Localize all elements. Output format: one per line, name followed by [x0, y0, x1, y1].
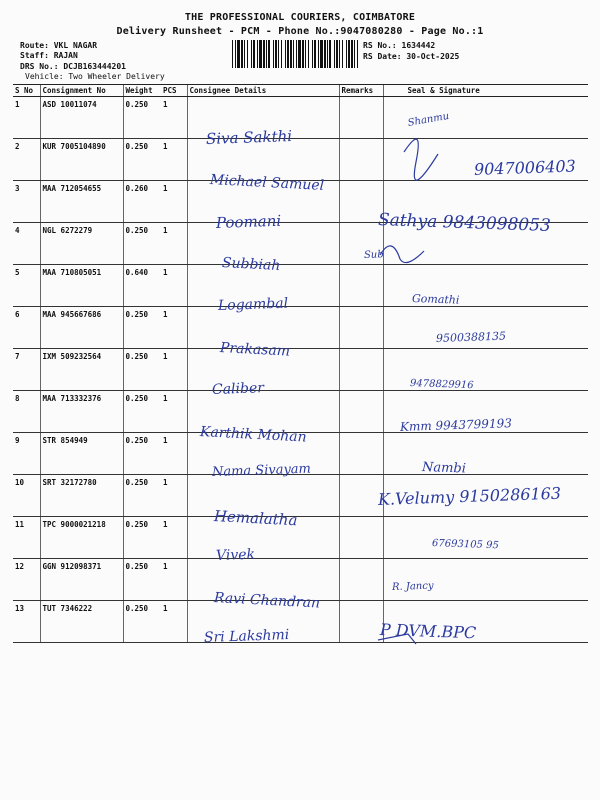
col-sno: S No	[13, 85, 40, 97]
consignment-number: TPC 9000021218	[40, 517, 123, 559]
pcs-value: 1	[161, 475, 187, 517]
signature-stroke	[380, 246, 424, 263]
pcs-value: 1	[161, 433, 187, 475]
consignment-number: KUR 7005104890	[40, 139, 123, 181]
weight-value: 0.250	[123, 601, 161, 643]
pcs-value: 1	[161, 349, 187, 391]
row-sno: 3	[13, 181, 40, 223]
col-pcs: PCS	[161, 85, 187, 97]
row-sno: 7	[13, 349, 40, 391]
weight-value: 0.640	[123, 265, 161, 307]
consignee-handwriting: Sri Lakshmi	[203, 627, 290, 646]
pcs-value: 1	[161, 265, 187, 307]
consignment-number: MAA 713332376	[40, 391, 123, 433]
consignment-number: SRT 32172780	[40, 475, 123, 517]
runsheet-subtitle: Delivery Runsheet - PCM - Phone No.:9047080280 - Page No.:1	[116, 26, 484, 37]
seal-signature-handwriting: Kmm 9943799193	[399, 416, 513, 434]
row-sno: 8	[13, 391, 40, 433]
drs-number: DRS No.: DCJB163444201	[20, 62, 126, 71]
pcs-value: 1	[161, 181, 187, 223]
row-sno: 4	[13, 223, 40, 265]
signature-stroke	[404, 139, 438, 180]
col-seal: Seal & Signature	[383, 85, 588, 97]
pcs-value: 1	[161, 559, 187, 601]
consignee-handwriting: Caliber	[211, 380, 265, 398]
seal-signature-handwriting: 9500388135	[435, 329, 507, 345]
consignee-handwriting: Logambal	[217, 295, 289, 314]
weight-value: 0.250	[123, 517, 161, 559]
weight-value: 0.250	[123, 223, 161, 265]
consignee-handwriting: Hemalatha	[213, 507, 298, 530]
consignment-number: TUT 7346222	[40, 601, 123, 643]
seal-signature-handwriting: R. Jancy	[391, 580, 434, 593]
company-title: THE PROFESSIONAL COURIERS, COIMBATORE	[184, 12, 416, 23]
row-sno: 2	[13, 139, 40, 181]
signature-stroke	[378, 634, 416, 644]
pcs-value: 1	[161, 601, 187, 643]
consignment-number: ASD 10011074	[40, 97, 123, 139]
seal-signature-handwriting: K.Velumy 9150286163	[377, 483, 562, 509]
weight-value: 0.260	[123, 181, 161, 223]
vehicle-label: Vehicle: Two Wheeler Delivery	[25, 72, 165, 81]
row-sno: 6	[13, 307, 40, 349]
row-sno: 9	[13, 433, 40, 475]
weight-value: 0.250	[123, 475, 161, 517]
consignee-handwriting: Siva Sakthi	[205, 127, 293, 148]
route-label: Route: VKL NAGAR	[20, 41, 98, 50]
consignee-handwriting: Prakasam	[219, 340, 291, 360]
consignee-handwriting: Michael Samuel	[209, 172, 325, 194]
row-sno: 11	[13, 517, 40, 559]
consignment-number: IXM 509232564	[40, 349, 123, 391]
weight-value: 0.250	[123, 559, 161, 601]
weight-value: 0.250	[123, 307, 161, 349]
consignee-handwriting: Subbiah	[221, 255, 281, 275]
seal-signature-handwriting: 9478829916	[409, 378, 474, 392]
staff-label: Staff: RAJAN	[20, 51, 78, 60]
pcs-value: 1	[161, 517, 187, 559]
consignment-number: MAA 945667686	[40, 307, 123, 349]
seal-signature-handwriting: Shanmu	[407, 110, 450, 129]
consignee-handwriting: Karthik Mohan	[199, 424, 307, 446]
consignment-number: MAA 712054655	[40, 181, 123, 223]
consignee-handwriting: Vivek	[215, 546, 256, 564]
weight-value: 0.250	[123, 391, 161, 433]
consignee-handwriting: Nama Sivayam	[211, 461, 312, 480]
weight-value: 0.250	[123, 97, 161, 139]
row-sno: 1	[13, 97, 40, 139]
rs-number: RS No.: 1634442	[363, 41, 436, 50]
seal-signature-handwriting: Gomathi	[411, 292, 460, 307]
seal-signature-handwriting: 9047006403	[473, 156, 577, 179]
col-consignee: Consignee Details	[187, 85, 339, 97]
col-consignment: Consignment No	[40, 85, 123, 97]
pcs-value: 1	[161, 223, 187, 265]
weight-value: 0.250	[123, 139, 161, 181]
seal-signature-handwriting: Nambi	[421, 460, 467, 477]
col-remarks: Remarks	[339, 85, 383, 97]
seal-signature-handwriting: Sub	[363, 249, 384, 261]
seal-signature-handwriting: 67693105 95	[431, 538, 499, 552]
rs-date: RS Date: 30-Oct-2025	[363, 52, 460, 61]
pcs-value: 1	[161, 139, 187, 181]
pcs-value: 1	[161, 307, 187, 349]
row-sno: 10	[13, 475, 40, 517]
consignment-number: GGN 912098371	[40, 559, 123, 601]
seal-signature-handwriting: Sathya 9843098053	[377, 210, 552, 237]
pcs-value: 1	[161, 391, 187, 433]
consignment-number: STR 854949	[40, 433, 123, 475]
col-weight: Weight	[123, 85, 161, 97]
row-sno: 13	[13, 601, 40, 643]
consignee-handwriting: Ravi Chandran	[213, 590, 321, 612]
row-sno: 5	[13, 265, 40, 307]
consignment-number: MAA 710805051	[40, 265, 123, 307]
seal-signature-handwriting: P DVM.BPC	[379, 620, 477, 643]
pcs-value: 1	[161, 97, 187, 139]
row-sno: 12	[13, 559, 40, 601]
weight-value: 0.250	[123, 349, 161, 391]
weight-value: 0.250	[123, 433, 161, 475]
consignee-handwriting: Poomani	[215, 211, 282, 232]
consignment-number: NGL 6272279	[40, 223, 123, 265]
